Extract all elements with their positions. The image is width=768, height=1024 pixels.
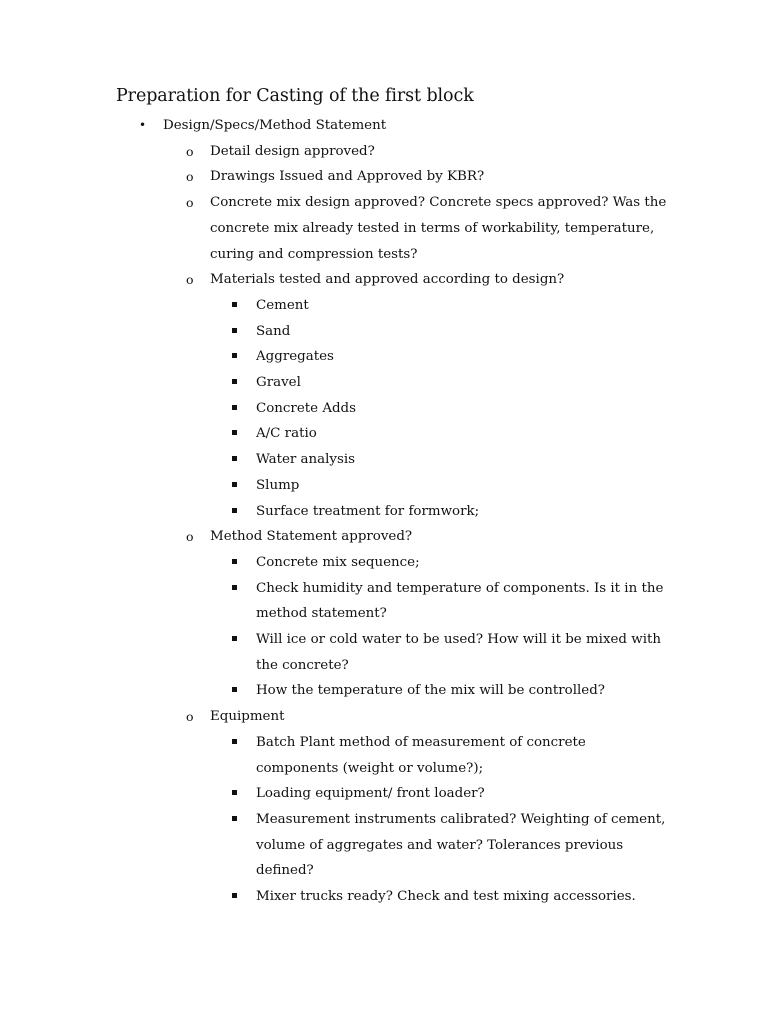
sub-item <box>0 421 768 447</box>
item-text: the concrete? <box>256 657 349 673</box>
item-text: Concrete mix design approved? Concrete specs approved? Was the <box>210 195 667 211</box>
checklist-item-continuation <box>0 242 768 268</box>
checklist-outline <box>0 113 768 910</box>
item-text: components (weight or volume?); <box>256 760 484 776</box>
sub-item <box>0 884 768 910</box>
bullet-circle-icon: o <box>186 529 194 545</box>
item-text: Drawings Issued and Approved by KBR? <box>210 169 485 185</box>
item-text: Equipment <box>210 709 285 725</box>
item-text: Loading equipment/ front loader? <box>256 786 485 802</box>
item-text: Design/Specs/Method Statement <box>163 118 387 133</box>
item-text: Check humidity and temperature of components. Is it in the <box>256 580 664 596</box>
sub-item <box>0 627 768 653</box>
item-text: Water analysis <box>256 452 356 468</box>
item-text: Concrete mix sequence; <box>256 554 420 570</box>
bullet-square-icon <box>232 781 237 807</box>
sub-item <box>0 473 768 499</box>
item-text: Mixer trucks ready? Check and test mixing accessories. <box>256 889 636 905</box>
bullet-square-icon <box>232 499 237 525</box>
item-text: Will ice or cold water to be used? How will it be mixed with <box>256 632 662 648</box>
bullet-circle-icon: o <box>186 709 194 725</box>
bullet-square-icon <box>232 807 237 833</box>
sub-item <box>0 370 768 396</box>
item-text: Detail design approved? <box>210 143 375 159</box>
checklist-item <box>0 139 768 165</box>
item-text: Concrete Adds <box>256 400 357 416</box>
item-text: Aggregates <box>256 349 334 365</box>
sub-item-continuation <box>0 833 768 859</box>
sub-item <box>0 781 768 807</box>
item-text: defined? <box>256 863 314 879</box>
bullet-dot-icon: • <box>139 118 147 132</box>
bullet-square-icon <box>232 884 237 910</box>
sub-item <box>0 807 768 833</box>
sub-item-continuation <box>0 858 768 884</box>
bullet-square-icon <box>232 370 237 396</box>
section-item <box>0 113 768 139</box>
checklist-item-continuation <box>0 216 768 242</box>
bullet-square-icon <box>232 576 237 602</box>
item-text: A/C ratio <box>256 426 317 442</box>
item-text: Cement <box>256 297 309 313</box>
bullet-square-icon <box>232 421 237 447</box>
bullet-circle-icon: o <box>186 195 194 211</box>
sub-item-continuation <box>0 756 768 782</box>
item-text: Slump <box>256 477 300 493</box>
item-text: Gravel <box>256 375 301 391</box>
sub-item <box>0 447 768 473</box>
sub-item <box>0 678 768 704</box>
bullet-square-icon <box>232 550 237 576</box>
item-text: method statement? <box>256 606 387 622</box>
sub-item <box>0 344 768 370</box>
sub-item-continuation <box>0 653 768 679</box>
item-text: Materials tested and approved according to design? <box>210 272 565 288</box>
checklist-item <box>0 524 768 550</box>
bullet-square-icon <box>232 344 237 370</box>
bullet-square-icon <box>232 678 237 704</box>
bullet-circle-icon: o <box>186 143 194 159</box>
item-text: volume of aggregates and water? Tolerances previous <box>256 837 624 853</box>
checklist-item <box>0 267 768 293</box>
sub-item-continuation <box>0 601 768 627</box>
bullet-square-icon <box>232 293 237 319</box>
bullet-square-icon <box>232 473 237 499</box>
bullet-square-icon <box>232 396 237 422</box>
sub-item <box>0 319 768 345</box>
item-text: Method Statement approved? <box>210 529 413 545</box>
item-text: curing and compression tests? <box>210 246 418 262</box>
bullet-square-icon <box>232 447 237 473</box>
bullet-square-icon <box>232 627 237 653</box>
checklist-item <box>0 704 768 730</box>
item-text: Measurement instruments calibrated? Weighting of cement, <box>256 811 666 827</box>
sub-item <box>0 499 768 525</box>
sub-item <box>0 576 768 602</box>
checklist-item <box>0 164 768 190</box>
item-text: Surface treatment for formwork; <box>256 503 480 519</box>
bullet-circle-icon: o <box>186 272 194 288</box>
item-text: How the temperature of the mix will be controlled? <box>256 683 605 699</box>
document-title: Preparation for Casting of the first block <box>116 86 474 106</box>
checklist-item <box>0 190 768 216</box>
bullet-square-icon <box>232 730 237 756</box>
item-text: Batch Plant method of measurement of concrete <box>256 734 586 750</box>
sub-item <box>0 730 768 756</box>
item-text: Sand <box>256 323 291 339</box>
bullet-square-icon <box>232 319 237 345</box>
bullet-circle-icon: o <box>186 169 194 185</box>
item-text: concrete mix already tested in terms of workability, temperature, <box>210 220 655 236</box>
sub-item <box>0 396 768 422</box>
sub-item <box>0 550 768 576</box>
sub-item <box>0 293 768 319</box>
